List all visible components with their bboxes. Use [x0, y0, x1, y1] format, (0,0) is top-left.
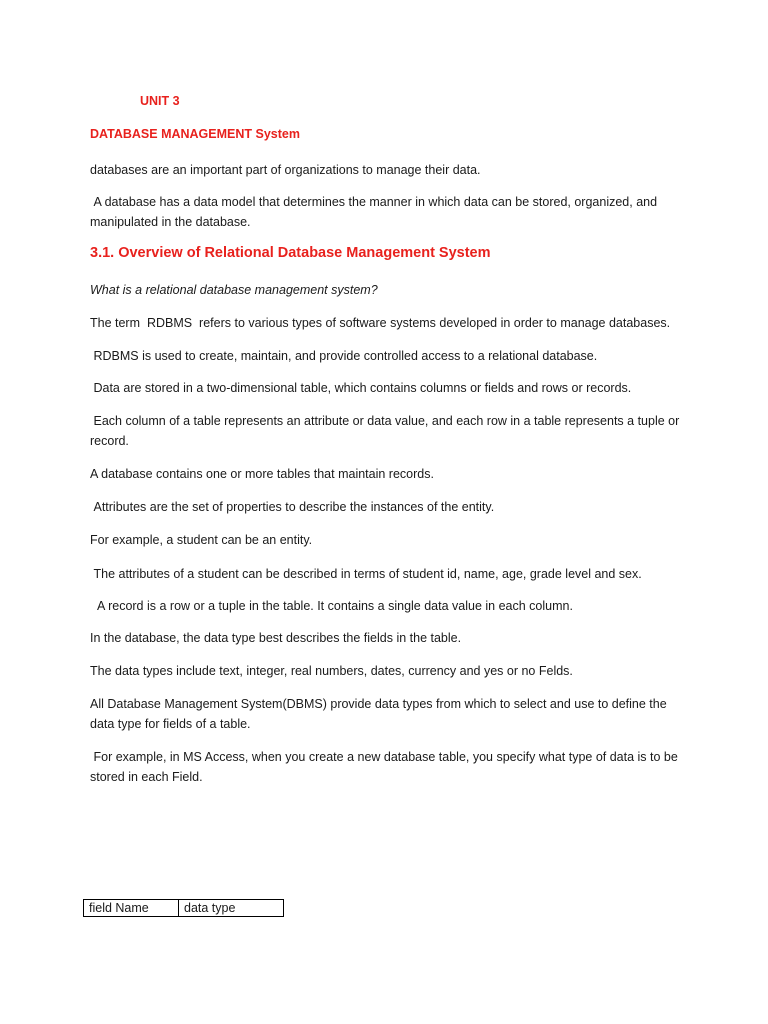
paragraph-tables: A database contains one or more tables that maintain records.: [90, 467, 434, 481]
table-header-field-name: field Name: [84, 900, 179, 917]
paragraph-record: A record is a row or a tuple in the table. It contains a single data value in each column.: [90, 599, 573, 613]
paragraph-two-dimensional: Data are stored in a two-dimensional table, which contains columns or fields and rows or records.: [90, 381, 632, 395]
paragraph-ms-access: For example, in MS Access, when you create a new database table, you specify what type of data is to be stored in each Field.: [90, 750, 682, 784]
table-row: [84, 900, 284, 917]
section-heading: 3.1. Overview of Relational Database Management System: [90, 245, 491, 261]
table-header-data-type: data type: [179, 900, 284, 917]
paragraph-attributes: Attributes are the set of properties to describe the instances of the entity.: [90, 500, 495, 514]
paragraph-data-types-list: The data types include text, integer, real numbers, dates, currency and yes or no Felds.: [90, 664, 573, 678]
paragraph-dbms-data-types: All Database Management System(DBMS) provide data types from which to select and use to define the data type for fields of a table.: [90, 697, 671, 731]
field-table: [83, 899, 284, 917]
intro-paragraph-1: databases are an important part of organizations to manage their data.: [90, 163, 481, 177]
paragraph-columns-rows: Each column of a table represents an attribute or data value, and each row in a table represents a tuple or record.: [90, 414, 683, 448]
paragraph-entity-example: For example, a student can be an entity.: [90, 533, 313, 547]
unit-label: UNIT 3: [140, 94, 180, 108]
paragraph-student-attributes: The attributes of a student can be described in terms of student id, name, age, grade level and sex.: [90, 567, 642, 581]
paragraph-rdbms-term: The term RDBMS refers to various types of software systems developed in order to manage databases.: [90, 316, 671, 330]
paragraph-data-type: In the database, the data type best describes the fields in the table.: [90, 631, 462, 645]
section-title: DATABASE MANAGEMENT System: [90, 127, 300, 141]
paragraph-rdbms-use: RDBMS is used to create, maintain, and provide controlled access to a relational database.: [90, 349, 598, 363]
question-text: What is a relational database management system?: [90, 283, 378, 297]
intro-paragraph-2: A database has a data model that determines the manner in which data can be stored, organized, and manipulated in the database.: [90, 195, 661, 229]
